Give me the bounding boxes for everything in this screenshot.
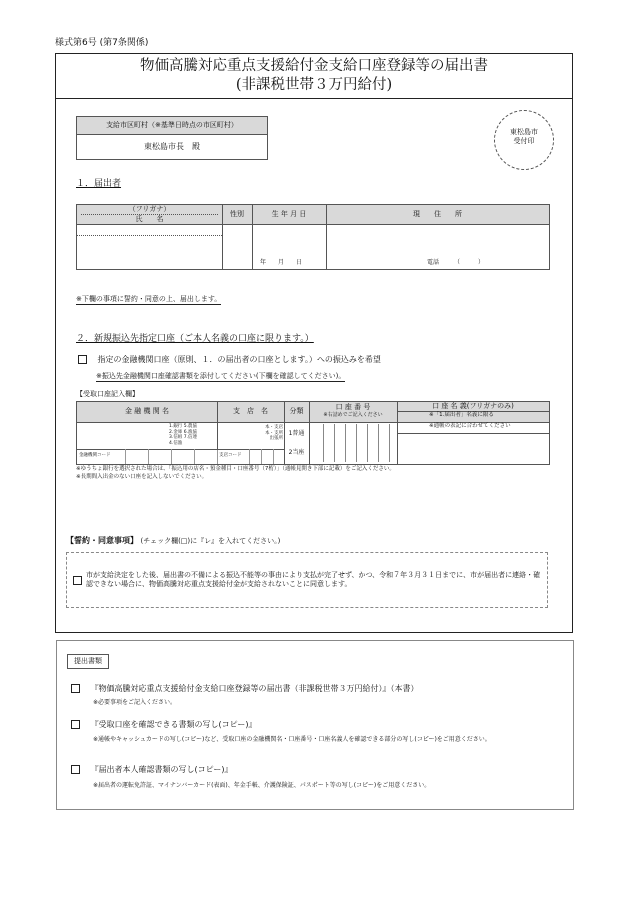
- municipality-value: 東松島市長 殿: [144, 142, 200, 151]
- account-document-note: ※振込先金融機関口座確認書類を添付してください(下欄を確認してください)。: [96, 372, 345, 382]
- document-item-3[interactable]: 『届出者本人確認書類の写し(コピー)』: [71, 765, 232, 775]
- documents-title: 提出書類: [67, 654, 109, 669]
- furigana-label: （フリガナ）: [128, 205, 171, 213]
- category-header: 分類: [289, 407, 304, 415]
- document-checkbox-1[interactable]: [71, 684, 80, 693]
- reception-stamp: 東松島市 受付印: [494, 110, 554, 170]
- document-note-2: ※通帳やキャッシュカードの写し(コピー)など、受取口座の金融機関名・口座番号・口座名義人を確認できる部分の写し(コピー)をご用意ください。: [93, 736, 491, 743]
- account-checkbox[interactable]: [78, 355, 87, 364]
- address-label: 現 住 所: [413, 210, 462, 218]
- applicant-table: [76, 204, 550, 270]
- branch-header: 支 店 名: [233, 407, 268, 415]
- branch-code-label: 支店コード: [219, 453, 242, 458]
- pledge-heading-row: 【誓約・同意事項】 (チェック欄(□)に『レ』を入れてください。): [66, 536, 281, 545]
- birth-label: 生 年 月 日: [271, 210, 307, 218]
- account-number-digits[interactable]: [313, 424, 393, 462]
- title-divider: [56, 98, 572, 99]
- bank-notes: ※ゆうちょ銀行を選択された場合は、「振込用の店名・預金種目・口座番号（7桁）」（通帳見開き下部に記載）をご記入ください。 ※長期間入出金のない口座を記入しないでください。: [76, 466, 395, 480]
- documents-frame: [56, 640, 574, 810]
- municipality-header: 支給市区町村（※基準日時点の市区町村）: [77, 117, 267, 135]
- consent-note: ※下欄の事項に誓約・同意の上、届出します。: [76, 295, 221, 305]
- holder-note-2: ※通帳の表記に合わせてください: [429, 423, 511, 429]
- document-checkbox-2[interactable]: [71, 720, 80, 729]
- document-note-3: ※届出者の運転免許証、マイナンバーカード(表面)、年金手帳、介護保険証、パスポート等の写し(コピー)をご用意ください。: [93, 782, 431, 789]
- document-item-2[interactable]: 『受取口座を確認できる書類の写し(コピー)』: [71, 720, 256, 730]
- holder-header: 口 座 名 義(フリガナのみ): [432, 402, 514, 410]
- section1-heading: １．届出者: [76, 179, 122, 189]
- institution-header: 金 融 機 関 名: [125, 407, 169, 415]
- account-number-note: ※右詰めでご記入ください: [323, 412, 383, 418]
- pledge-text: 市が支給決定をした後、届出書の不備による振込不能等の事由により支払が完了せず、かつ、令和７年３月３１日までに、市が届出者に連絡・確認できない場合に、物価高騰対応重点支援給付金が支給されないことに同意します。: [86, 571, 541, 589]
- municipality-box: [76, 116, 268, 160]
- form-number: 様式第6号 (第7条関係): [55, 38, 149, 48]
- pledge-box: [66, 552, 548, 608]
- document-note-1: ※必要事項をご記入ください。: [93, 699, 177, 706]
- phone-label: 電話 （ ）: [427, 259, 485, 266]
- name-label: 氏 名: [135, 215, 164, 223]
- holder-note-1: ※「1.届出者」名義に限る: [429, 412, 494, 418]
- document-checkbox-3[interactable]: [71, 765, 80, 774]
- category-ordinary: 1普通: [288, 430, 305, 437]
- birth-values: 年 月 日: [260, 259, 303, 266]
- account-checkbox-row[interactable]: 指定の金融機関口座（原則、１．の届出者の口座とします。）への振込みを希望: [78, 355, 381, 365]
- institution-types: 1.銀行 5.農協 2.金庫 6.漁協 3.信組 7.信連 4.信漁: [169, 424, 198, 446]
- bank-table-caption: 【受取口座記入欄】: [76, 390, 139, 398]
- page-title: 物価高騰対応重点支援給付金支給口座登録等の届出書 (非課税世帯３万円給付): [140, 58, 488, 93]
- section2-heading: ２．新規振込先指定口座（ご本人名義の口座に限ります。）: [76, 334, 314, 344]
- bank-table: [76, 401, 550, 465]
- category-current: 2当座: [288, 449, 305, 456]
- pledge-checkbox[interactable]: [73, 576, 82, 585]
- document-item-1[interactable]: 『物価高騰対応重点支援給付金支給口座登録等の届出書（非課税世帯３万円給付）』（本書）: [71, 684, 419, 694]
- gender-label: 性別: [230, 210, 244, 218]
- account-number-header: 口 座 番 号: [335, 403, 371, 411]
- branch-types: 本・支店 本・支所 出張所: [265, 425, 283, 441]
- institution-code-label: 金融機関コード: [79, 453, 111, 458]
